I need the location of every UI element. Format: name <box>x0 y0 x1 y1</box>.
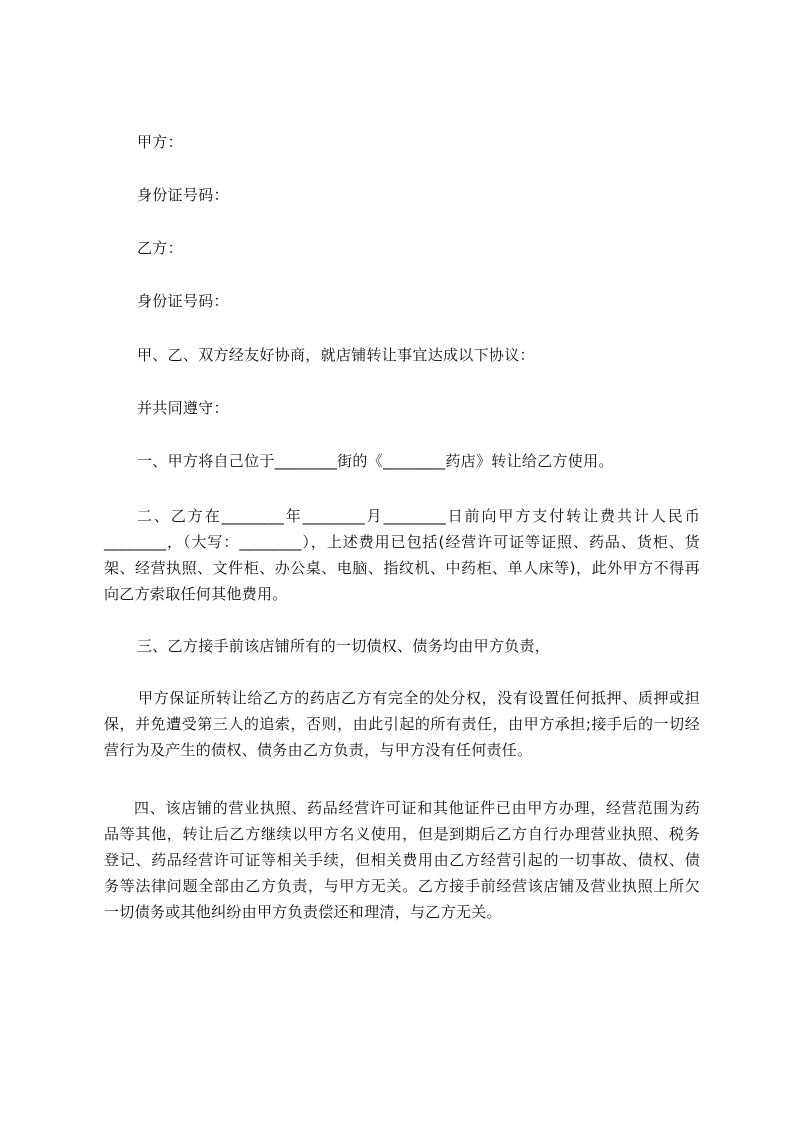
clause-2: 二、乙方在________年________月________日前向甲方支付转让费共计人民币________，（大写：________），上述费用已包括(经营许可证等证照、药品、货柜、货架、经营执照、文件柜、办公桌、电脑、指纹机、中药柜、单人床等)，此外甲方不得再向乙方索取任何其他费用。 <box>104 507 700 603</box>
comply-paragraph: 并共同遵守： <box>137 399 229 417</box>
clause-1: 一、甲方将自己位于________街的《________药店》转让给乙方使用。 <box>137 452 614 470</box>
clause-4: 四、该店铺的营业执照、药品经营许可证和其他证件已由甲方办理，经营范围为药品等其他，转让后乙方继续以甲方名义使用，但是到期后乙方自行办理营业执照、税务登记、药品经营许可证等相关手续，但相关费用由乙方经营引起的一切事故、债权、债务等法律问题全部由乙方负责，与甲方无关。乙方接手前经营该店铺及营业执照上所欠一切债务或其他纠纷由甲方负责偿还和理清，与乙方无关。 <box>104 799 700 921</box>
party-b-label: 乙方： <box>137 239 183 257</box>
party-b-id-label: 身份证号码： <box>137 292 229 310</box>
intro-paragraph: 甲、乙、双方经友好协商，就店铺转让事宜达成以下协议： <box>137 346 535 364</box>
clause-3: 三、乙方接手前该店铺所有的一切债权、债务均由甲方负责， <box>137 637 551 655</box>
clause-3-guarantee: 甲方保证所转让给乙方的药店乙方有完全的处分权，没有设置任何抵押、质押或担保，并免遭受第三人的追索，否则，由此引起的所有责任，由甲方承担;接手后的一切经营行为及产生的债权、债务由乙方负责，与甲方没有任何责任。 <box>104 689 700 759</box>
party-a-id-label: 身份证号码： <box>137 186 229 204</box>
party-a-label: 甲方： <box>137 133 183 151</box>
